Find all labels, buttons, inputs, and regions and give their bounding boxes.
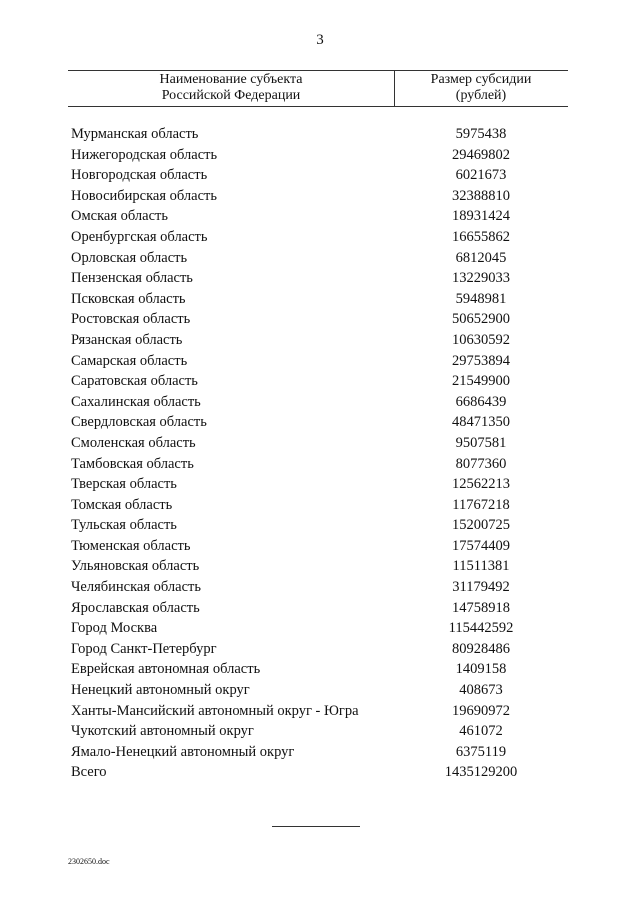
region-name: Ханты-Мансийский автономный округ - Югра (71, 702, 359, 719)
subsidy-amount: 1435129200 (444, 764, 518, 781)
table-row (0, 659, 640, 680)
subsidy-amount: 6021673 (455, 167, 507, 184)
region-name: Всего (71, 764, 107, 781)
table-row (0, 165, 640, 186)
region-name: Еврейская автономная область (71, 661, 261, 678)
table-row (0, 680, 640, 701)
region-name: Нижегородская область (71, 146, 218, 163)
subsidy-amount: 408673 (459, 682, 503, 699)
region-name: Ульяновская область (71, 558, 200, 575)
region-name: Челябинская область (71, 579, 201, 596)
subsidy-amount: 12562213 (452, 476, 510, 493)
region-name: Тульская область (71, 517, 177, 534)
subsidy-amount: 6812045 (455, 249, 507, 266)
subsidy-amount: 115442592 (448, 620, 514, 637)
subsidy-amount: 15200725 (452, 517, 510, 534)
region-name: Город Санкт-Петербург (71, 640, 217, 657)
subsidy-amount: 18931424 (452, 208, 510, 225)
subsidy-amount: 13229033 (452, 270, 510, 287)
table-row (0, 392, 640, 413)
table-row (0, 371, 640, 392)
region-name: Омская область (71, 208, 168, 225)
region-name: Ярославская область (71, 599, 200, 616)
subsidy-amount: 31179492 (452, 579, 510, 596)
table-row (0, 577, 640, 598)
header-amount-column (394, 72, 568, 104)
table-row (0, 515, 640, 536)
table-row (0, 598, 640, 619)
region-name: Тамбовская область (71, 455, 194, 472)
subsidy-amount: 16655862 (452, 228, 510, 245)
table-top-rule (68, 70, 568, 71)
subsidy-amount: 8077360 (455, 455, 507, 472)
region-name: Тверская область (71, 476, 177, 493)
region-name: Оренбургская область (71, 228, 208, 245)
region-name: Саратовская область (71, 373, 198, 390)
region-name: Сахалинская область (71, 393, 201, 410)
region-name: Ростовская область (71, 311, 191, 328)
subsidy-amount: 11511381 (452, 558, 510, 575)
region-name: Свердловская область (71, 414, 207, 431)
table-row (0, 742, 640, 763)
subsidy-amount: 32388810 (452, 187, 510, 204)
region-name: Ненецкий автономный округ (71, 682, 250, 699)
table-header-bottom-rule (68, 106, 568, 107)
table-row (0, 454, 640, 475)
region-name: Пензенская область (71, 270, 193, 287)
table-row (0, 474, 640, 495)
subsidy-amount: 17574409 (452, 537, 510, 554)
region-name: Город Москва (71, 620, 158, 637)
subsidy-amount: 6375119 (455, 743, 507, 760)
header-amount-line-2: (рублей) (455, 88, 507, 103)
region-name: Ямало-Ненецкий автономный округ (71, 743, 295, 760)
table-row (0, 762, 640, 783)
table-row (0, 351, 640, 372)
table-row (0, 701, 640, 722)
table-row (0, 289, 640, 310)
table-row (0, 618, 640, 639)
table-row (0, 124, 640, 145)
header-name-column (68, 72, 394, 104)
subsidy-amount: 29753894 (452, 352, 510, 369)
table-row (0, 495, 640, 516)
region-name: Псковская область (71, 290, 186, 307)
table-row (0, 412, 640, 433)
subsidy-amount: 5975438 (455, 126, 507, 142)
page-number: 3 (316, 32, 324, 48)
subsidy-amount: 21549900 (452, 373, 510, 390)
subsidy-amount: 6686439 (455, 393, 507, 410)
subsidy-amount: 80928486 (452, 640, 510, 657)
table-row (0, 556, 640, 577)
subsidy-table-body (0, 124, 640, 783)
table-row (0, 721, 640, 742)
table-row (0, 309, 640, 330)
region-name: Новгородская область (71, 167, 208, 184)
subsidy-amount: 1409158 (455, 661, 507, 678)
table-row (0, 639, 640, 660)
end-of-document-rule (272, 826, 360, 827)
region-name: Мурманская область (71, 126, 199, 142)
table-row (0, 145, 640, 166)
header-name-line-2: Российской Федерации (161, 88, 301, 103)
file-name: 2302650.doc (68, 857, 110, 866)
table-row (0, 330, 640, 351)
subsidy-amount: 29469802 (452, 146, 510, 163)
table-row (0, 268, 640, 289)
region-name: Тюменская область (71, 537, 191, 554)
table-row (0, 536, 640, 557)
subsidy-amount: 10630592 (452, 331, 510, 348)
subsidy-amount: 461072 (459, 723, 503, 740)
subsidy-amount: 11767218 (452, 496, 510, 513)
region-name: Орловская область (71, 249, 188, 266)
region-name: Самарская область (71, 352, 188, 369)
region-name: Рязанская область (71, 331, 183, 348)
subsidy-amount: 5948981 (455, 290, 507, 307)
subsidy-amount: 19690972 (452, 702, 510, 719)
header-name-line-1: Наименование субъекта (159, 72, 303, 87)
region-name: Чукотский автономный округ (71, 723, 254, 740)
table-row (0, 227, 640, 248)
subsidy-amount: 48471350 (452, 414, 510, 431)
subsidy-amount: 14758918 (452, 599, 510, 616)
header-amount-line-1: Размер субсидии (430, 72, 532, 87)
table-row (0, 433, 640, 454)
table-row (0, 248, 640, 269)
region-name: Новосибирская область (71, 187, 217, 204)
subsidy-amount: 9507581 (455, 434, 507, 451)
table-row (0, 186, 640, 207)
region-name: Смоленская область (71, 434, 196, 451)
subsidy-amount: 50652900 (452, 311, 510, 328)
table-row (0, 206, 640, 227)
region-name: Томская область (71, 496, 173, 513)
